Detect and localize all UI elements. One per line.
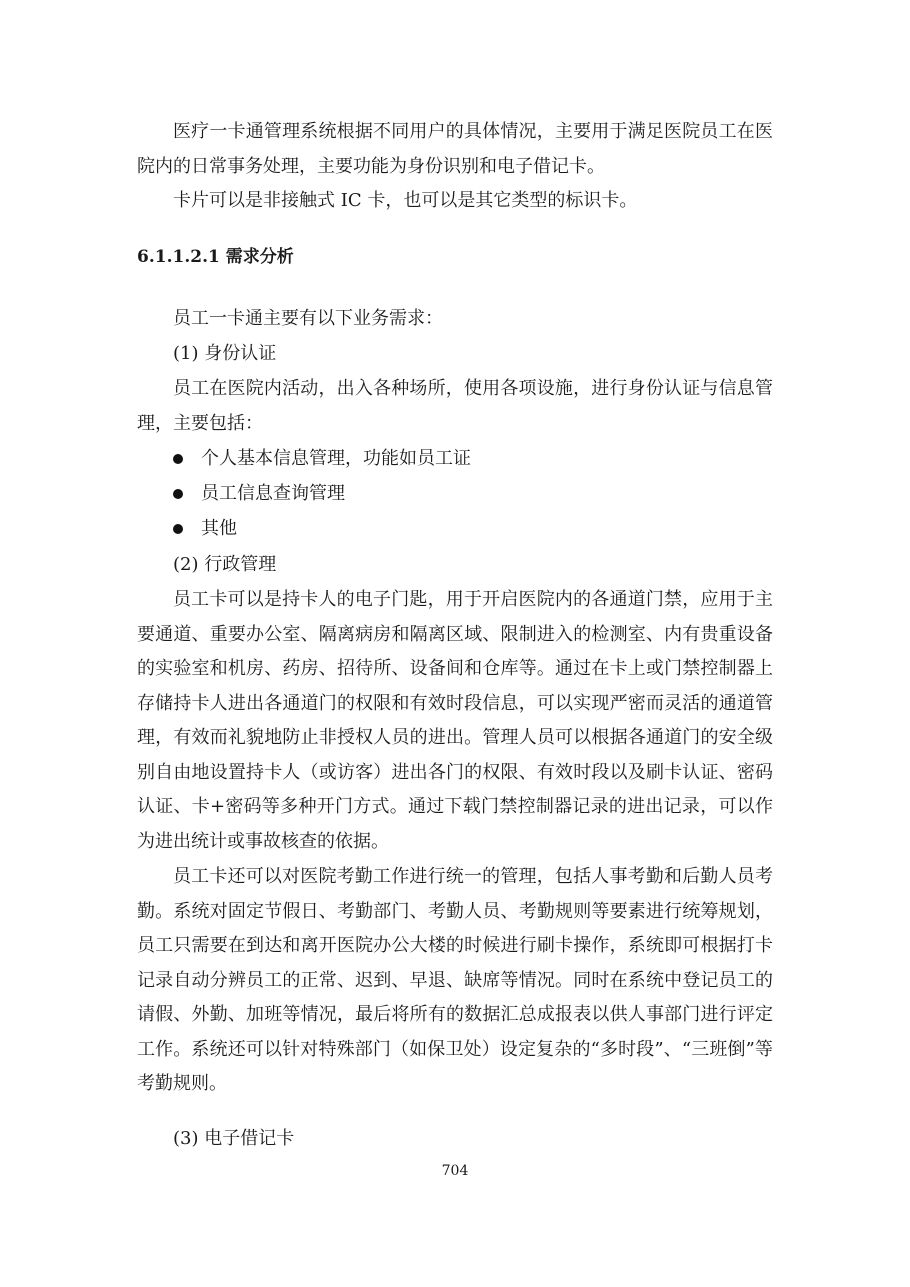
item-3-title: (3) 电子借记卡 xyxy=(173,1128,295,1149)
item-1-body: 员工在医院内活动，出入各种场所，使用各项设施，进行身份认证与信息管理，主要包括： xyxy=(137,378,773,434)
item-2-title: (2) 行政管理 xyxy=(173,554,277,575)
intro-paragraph-2: 卡片可以是非接触式 IC 卡，也可以是其它类型的标识卡。 xyxy=(173,190,638,211)
section-heading: 6.1.1.2.1 需求分析 xyxy=(137,247,294,267)
item-2-body-1: 员工卡可以是持卡人的电子门匙，用于开启医院内的各通道门禁，应用于主要通道、重要办公室、隔离病房和隔离区域、限制进入的检测室、内有贵重设备的实验室和机房、药房、招待所、设备间和仓库等。通过在卡上或门禁控制器上存储持卡人进出各通道门的权限和有效时段信息，可以实现严密而灵活的通道管理，有效而礼貌地防止非授权人员的进出。管理人员可以根据各通道门的安全级别自由地设置持卡人（或访客）进出各门的权限、有效时段以及刷卡认证、密码认证、卡+密码等多种开门方式。通过下载门禁控制器记录的进出记录，可以作为进出统计或事故核查的依据。 xyxy=(137,589,773,852)
requirements-intro: 员工一卡通主要有以下业务需求： xyxy=(173,308,443,329)
bullet-icon xyxy=(173,524,183,534)
bullet-item xyxy=(173,447,471,471)
bullet-item xyxy=(173,517,237,541)
bullet-text: 个人基本信息管理，功能如员工证 xyxy=(201,448,471,469)
intro-paragraph-1: 医疗一卡通管理系统根据不同用户的具体情况，主要用于满足医院员工在医院内的日常事务处理，主要功能为身份识别和电子借记卡。 xyxy=(137,121,773,177)
bullet-icon xyxy=(173,454,183,464)
item-2-body-2: 员工卡还可以对医院考勤工作进行统一的管理，包括人事考勤和后勤人员考勤。系统对固定节假日、考勤部门、考勤人员、考勤规则等要素进行统筹规划，员工只需要在到达和离开医院办公大楼的时候进行刷卡操作，系统即可根据打卡记录自动分辨员工的正常、迟到、早退、缺席等情况。同时在系统中登记员工的请假、外勤、加班等情况，最后将所有的数据汇总成报表以供人事部门进行评定工作。系统还可以针对特殊部门（如保卫处）设定复杂的“多时段”、“三班倒”等考勤规则。 xyxy=(137,866,773,1094)
bullet-item xyxy=(173,482,345,506)
bullet-icon xyxy=(173,489,183,499)
bullet-text: 其他 xyxy=(201,518,237,539)
bullet-text: 员工信息查询管理 xyxy=(201,483,345,504)
item-1-title: (1) 身份认证 xyxy=(173,343,277,364)
page-number: 704 xyxy=(441,1163,469,1179)
